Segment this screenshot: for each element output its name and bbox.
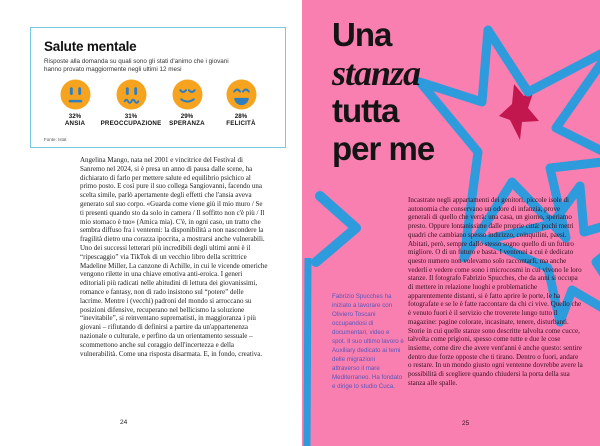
stat-preoccupazione — [102, 79, 160, 127]
infographic-title: Salute mentale — [44, 39, 137, 54]
happy-face-icon — [226, 79, 257, 110]
stat-percent: 28% — [234, 113, 248, 121]
stat-label: PREOCCUPAZIONE — [100, 120, 162, 128]
page-number-left: 24 — [120, 419, 128, 426]
page-number-right: 25 — [462, 420, 470, 427]
neutral-face-icon — [60, 79, 91, 110]
right-article-text: Incastrate negli appartamenti dei genitori, piccole isole di autonomia che conservano un odore di infanzia, prove generali di quello che verrà: una casa, un giorno, speriamo presto. Oppure lontanissime dalle proprie città: pochi metri quadri che cambiano spesso indirizzo, coinquilini, paesi. Abitati, però, sempre dallo stesso sogno quello di un futuro migliore. O di un futuro e basta. I ventenni a cui è dedicato questo numero non volevamo solo raccontarli, ma anche vederli e vedere come sono i microcosmi in cui vivono le loro stanze. Il fotografo Fabrizio Spucches, che da anni si occupa di mettere in relazione luoghi e problematiche apparentemente distanti, si è fatto aprire le porte, le ha fotografate e se le è fatte raccontare da chi ci vive. Quello che è venuto fuori è il servizio che troverete lungo tutto il magazine: pagine colorate, incasinate, tenere, disturbanti. Storie in cui quelle stanze sono descritte talvolta come cucce, talvolta come prigioni, spesso come tutte e due le cose insieme, come dire che avere vent'anni è anche questo: sentire dentro due forze opposte che ti tirano. Dentro o fuori, andare o restare. In un mondo giusto ogni ventenne dovrebbe avere la possibilità di scegliere quando chiudersi la porta della sua stanza alle spalle. — [408, 196, 583, 387]
mental-health-infographic — [30, 27, 286, 148]
photographer-bio-caption: Fabrizio Spucches ha iniziato a lavorare con Oliviero Toscani occupandosi di documentari, video e spot. Il suo ultimo lavoro è Auxiliary dedicato ai temi delle migrazioni attraverso il mare Mediterraneo. Ha fondato e dirige lo studio Cuca. — [332, 293, 404, 390]
emoji-stats-row — [44, 79, 272, 127]
left-article-text: Angelina Mango, nata nel 2001 e vincitrice del Festival di Sanremo nel 2024, si è presa un anno di pausa dalle scene, ha dichiarato di farlo per mettere salute ed equilibrio psichico al primo posto. E così pure il suo collega Sangiovanni, facendo una scelta simile, parlò apertamente degli effetti che l'ansia aveva generato sul suo corpo. «Guarda come viene giù il mio muro / Se ti presenti quando sto da solo in camera / Il soffitto non c'è più / Il mio stomaco è tuo» (Amica mia). C'è, in ogni caso, un tratto che sembra diffuso fra i ventenni: la disponibilità a non nascondere la fragilità dietro una corazza ipocrita, a mostrarsi anche vulnerabili. Uno dei successi letterari più incredibili degli ultimi anni è il “ripescaggio” via TikTok di un vecchio libro della scrittrice Madeline Miller, La canzone di Achille, in cui le vicende omeriche vengono rilette in una chiave emotiva anti-eroica. I generi editoriali più radicati nelle abitudini di lettura dei giovanissimi, romance e fantasy, non di rado insistono sul “potere” delle lacrime. Mentre i (vecchi) padroni del mondo si arroccano su posizioni difensive, recuperano nel bellicismo la soluzione “inevitabile”, si reinventano suprematisti, in maggioranza i più giovani – rifiutando di definirsi a partire da un'appartenenza nazionale o culturale, e perfino da un orientamento sessuale – scommettono anche sul coraggio dell'incertezza e della vulnerabilità. Come una risposta disarmata. E, in fondo, creativa. — [80, 156, 268, 358]
infographic-subtitle: Risposte alla domanda su quali sono gli stati d'animo che i giovani hanno provato maggiormente negli ultimi 12 mesi — [44, 58, 229, 73]
stat-percent: 32% — [68, 113, 82, 121]
stat-label: SPERANZA — [169, 120, 205, 128]
stat-percent: 29% — [180, 113, 194, 121]
stat-felicita — [214, 79, 268, 127]
stat-speranza — [160, 79, 214, 127]
stat-percent: 31% — [124, 113, 138, 121]
spine-brush-stroke — [307, 258, 308, 446]
hopeful-face-icon — [172, 79, 203, 110]
article-title — [332, 16, 434, 168]
title-line-1: Una — [332, 16, 392, 53]
stat-ansia — [48, 79, 102, 127]
stat-label: FELICITÀ — [226, 120, 256, 128]
stat-label: ANSIA — [64, 120, 86, 128]
title-line-2: stanza — [332, 53, 421, 93]
right-page — [302, 0, 600, 446]
worried-face-icon — [116, 79, 147, 110]
title-line-3: tutta — [332, 92, 399, 129]
infographic-source: Fonte: Istat — [44, 137, 67, 142]
chevron-brush-mark — [316, 196, 356, 262]
title-line-4: per me — [332, 130, 435, 167]
